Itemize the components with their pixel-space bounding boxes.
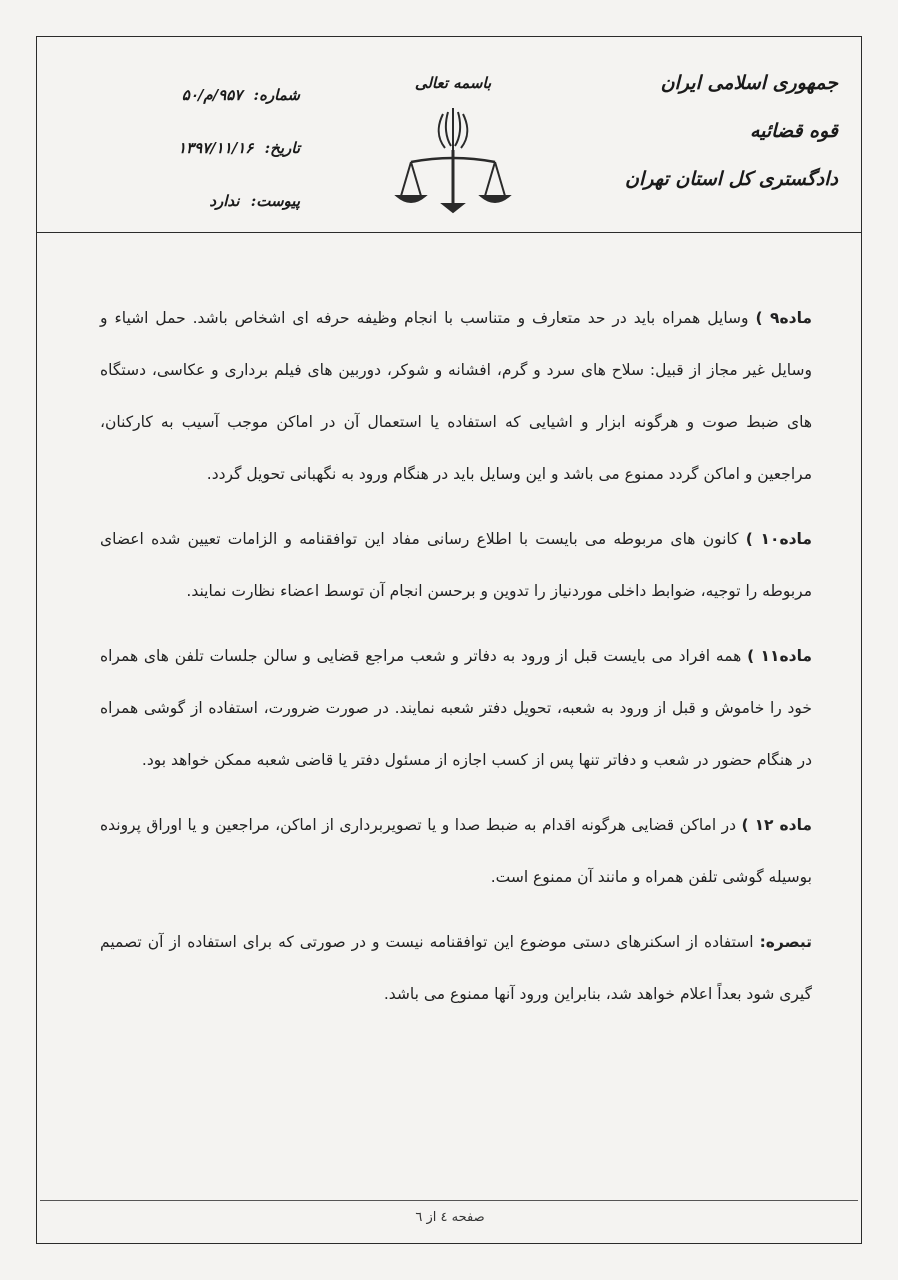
note-title: تبصره: bbox=[759, 933, 812, 951]
article-title: ماده۱۱ ) bbox=[747, 647, 812, 665]
org-line-court: دادگستری کل استان تهران bbox=[625, 168, 838, 190]
org-line-republic: جمهوری اسلامی ایران bbox=[660, 72, 838, 94]
article-text: همه افراد می بایست قبل از ورود به دفاتر و شعب مراجع قضایی و سالن جلسات تلفن های همراه خود را خاموش و قبل از ورود به شعبه، تحویل دفتر شعبه نمایند. در صورت ضرورت، استفاده از گوشی همراه در هنگام حضور در شعب و دفاتر تنها پس از کسب اجازه از مسئول دفتر یا قاضی شعبه ممکن خواهد بود. bbox=[100, 647, 812, 769]
number-label: شماره: bbox=[253, 86, 300, 104]
page-number: صفحه ٤ از ٦ bbox=[415, 1210, 485, 1225]
date-value: ۱۳۹۷/۱۱/۱۶ bbox=[177, 139, 254, 157]
article-11 bbox=[100, 630, 812, 786]
letterhead-organization bbox=[578, 70, 838, 214]
article-10 bbox=[100, 513, 812, 617]
attachment-value: ندارد bbox=[209, 192, 240, 210]
letter-number-row bbox=[110, 84, 300, 106]
letter-attachment-row bbox=[110, 190, 300, 212]
document-body bbox=[100, 292, 812, 1033]
article-title: ماده ۱۲ ) bbox=[741, 816, 812, 834]
letter-date-row bbox=[110, 137, 300, 159]
motto: باسمه تعالی bbox=[414, 74, 492, 92]
article-text: وسایل همراه باید در حد متعارف و متناسب با انجام وظیفه حرفه ای اشخاص باشد. حمل اشیاء و وسایل غیر مجاز از قبیل: سلاح های سرد و گرم، افشانه و شوکر، دوربین های فیلم برداری و عکاسی، دستگاه های ضبط صوت و هرگونه ابزار و اشیایی که استفاده یا استعمال آن در اماکن موجب آسیب به کارکنان، مراجعین و اماکن گردد ممنوع می باشد و این وسایل باید در هنگام ورود به نگهبانی تحویل گردد. bbox=[100, 309, 812, 483]
number-value: ۹۵۷/م/۵۰ bbox=[181, 86, 243, 104]
article-title: ماده۱۰ ) bbox=[745, 530, 812, 548]
org-line-judiciary: قوه قضائیه bbox=[749, 120, 838, 142]
article-12 bbox=[100, 799, 812, 903]
article-text: در اماکن قضایی هرگونه اقدام به ضبط صدا و یا تصویربرداری از اماکن، مراجعین و یا اوراق پرونده بوسیله گوشی تلفن همراه و مانند آن ممنوع است. bbox=[100, 816, 812, 886]
article-9 bbox=[100, 292, 812, 500]
article-text: کانون های مربوطه می بایست با اطلاع رسانی مفاد این توافقنامه و الزامات تعیین شده اعضای مربوطه را توجیه، ضوابط داخلی موردنیاز را تدوین و برحسن انجام آن توسط اعضاء نظارت نمایند. bbox=[100, 530, 812, 600]
note-text: استفاده از اسکنرهای دستی موضوع این توافقنامه نیست و در صورتی که برای استفاده از آن تصمیم گیری شود بعداً اعلام خواهد شد، بنابراین ورود آنها ممنوع می باشد. bbox=[100, 933, 812, 1003]
note bbox=[100, 916, 812, 1020]
iran-emblem-scales-icon bbox=[393, 104, 513, 220]
footer-divider bbox=[40, 1200, 858, 1201]
date-label: تاریخ: bbox=[264, 139, 300, 157]
article-title: ماده۹ ) bbox=[755, 309, 812, 327]
letter-metadata bbox=[110, 84, 300, 243]
attachment-label: پیوست: bbox=[250, 192, 300, 210]
